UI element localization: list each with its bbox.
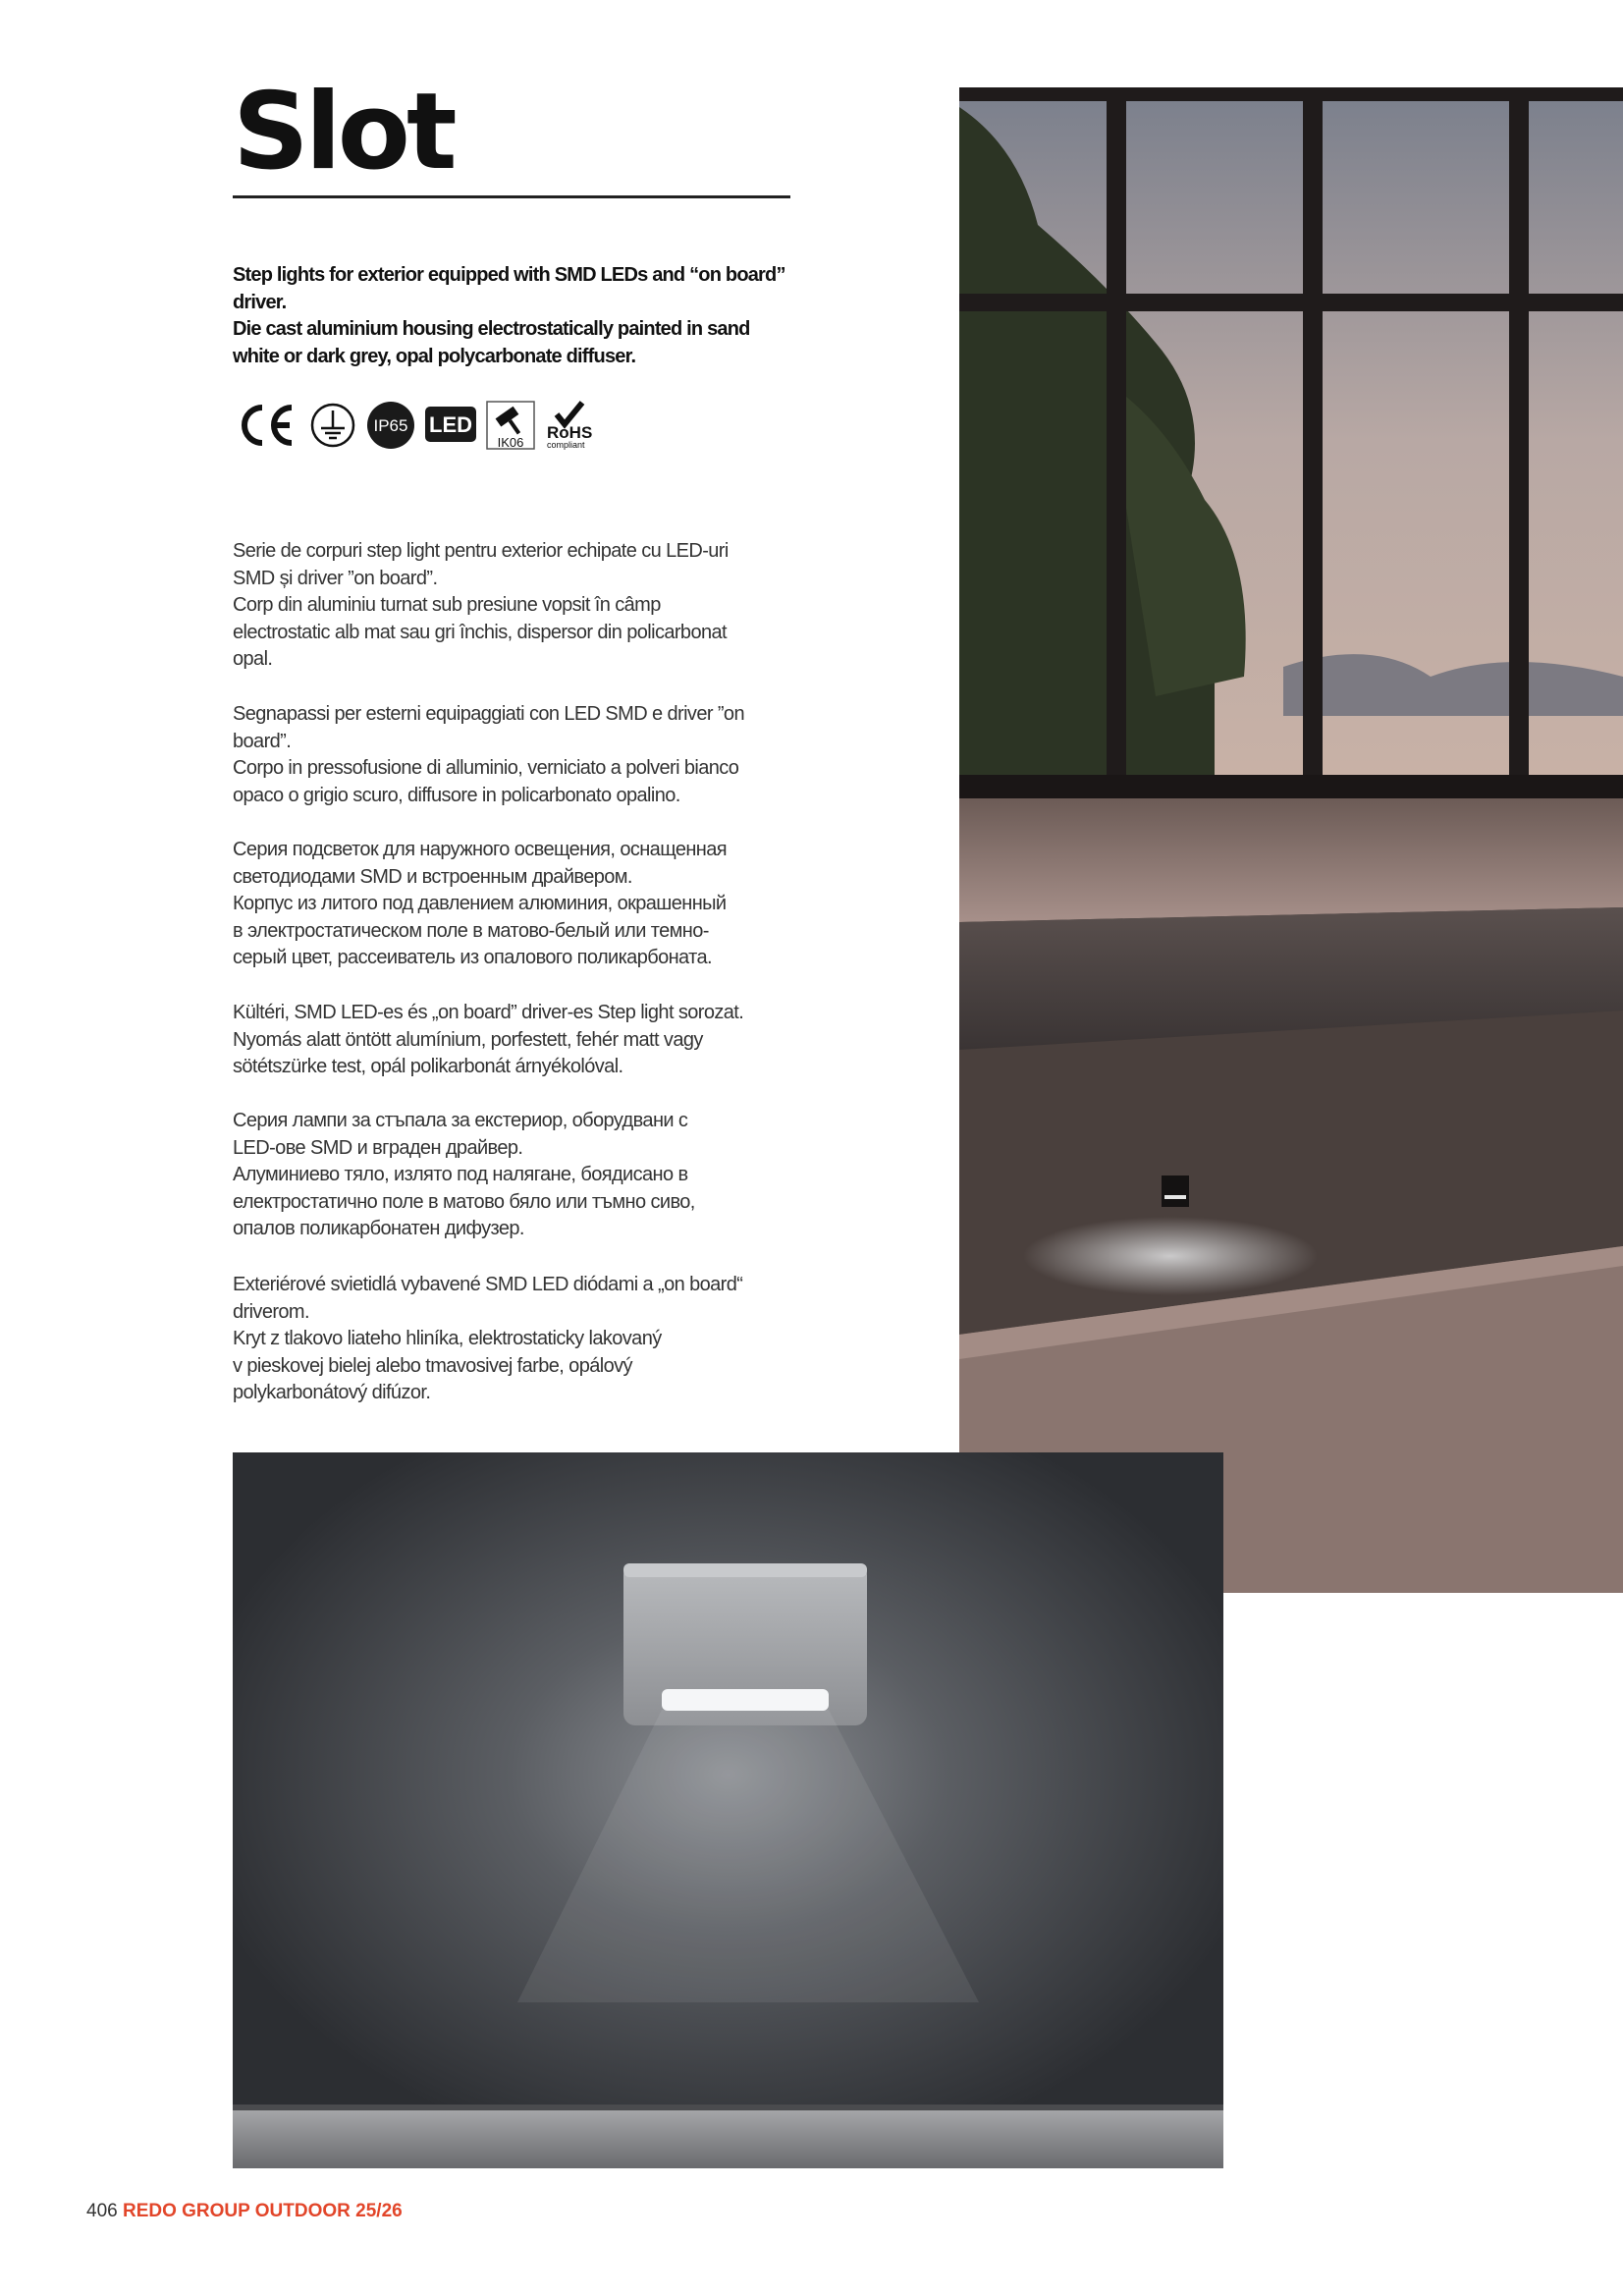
desc-line: Серия лампи за стъпала за екстериор, оборудвани с bbox=[233, 1110, 688, 1131]
ip65-icon bbox=[366, 401, 415, 450]
led-label: LED bbox=[429, 412, 472, 437]
catalog-brand: REDO GROUP OUTDOOR 25/26 bbox=[122, 2201, 403, 2221]
desc-line: Serie de corpuri step light pentru exterior echipate cu LED-uri bbox=[233, 540, 729, 562]
desc-line: opaco o grigio scuro, diffusore in policarbonato opalino. bbox=[233, 784, 680, 806]
product-title: Slot bbox=[233, 71, 454, 193]
description-it bbox=[233, 701, 822, 809]
intro-english bbox=[233, 262, 802, 370]
desc-line: опалов поликарбонатен дифузер. bbox=[233, 1218, 524, 1239]
desc-line: Corpo in pressofusione di alluminio, verniciato a polveri bianco bbox=[233, 757, 739, 779]
description-sk bbox=[233, 1272, 822, 1407]
desc-line: в электростатическом поле в матово-белый или темно- bbox=[233, 919, 709, 942]
product-photo-illustration bbox=[233, 1452, 1223, 2168]
description-bg bbox=[233, 1108, 822, 1243]
product-photo bbox=[233, 1452, 1223, 2168]
desc-line: opal. bbox=[233, 648, 273, 670]
desc-line: електростатично поле в матово бяло или тъмно сиво, bbox=[233, 1190, 695, 1213]
ambient-photo bbox=[959, 87, 1623, 1593]
desc-line: Corp din aluminiu turnat sub presiune vopsit în câmp bbox=[233, 594, 661, 616]
led-icon bbox=[425, 407, 476, 442]
rohs-label: RoHS bbox=[547, 423, 593, 442]
desc-line: driverom. bbox=[233, 1300, 309, 1323]
desc-line: v pieskovej bielej alebo tmavosivej farbe, opálový bbox=[233, 1354, 632, 1377]
desc-line: Серия подсветок для наружного освещения, оснащенная bbox=[233, 839, 728, 860]
ik06-label: IK06 bbox=[497, 435, 524, 450]
desc-line: sötétszürke test, opál polikarbonát árnyékolóval. bbox=[233, 1056, 623, 1077]
intro-line: Step lights for exterior equipped with SMD LEDs and “on board” bbox=[233, 264, 785, 286]
desc-line: Nyomás alatt öntött alumínium, porfestett, fehér matt vagy bbox=[233, 1028, 703, 1051]
desc-line: Segnapassi per esterni equipaggiati con LED SMD e driver ”on bbox=[233, 703, 744, 725]
desc-line: electrostatic alb mat sau gri închis, dispersor din policarbonat bbox=[233, 621, 727, 643]
ip65-label: IP65 bbox=[373, 416, 408, 435]
certification-icons bbox=[233, 397, 606, 452]
desc-line: board”. bbox=[233, 730, 292, 752]
ik06-hammer-icon bbox=[486, 401, 535, 450]
desc-line: LED-ове SMD и вграден драйвер. bbox=[233, 1136, 523, 1159]
desc-line: серый цвет, рассеиватель из опалового поликарбоната. bbox=[233, 947, 712, 968]
description-ro bbox=[233, 538, 822, 674]
desc-line: Алуминиево тяло, излято под налягане, боядисано в bbox=[233, 1164, 688, 1185]
earth-ground-icon bbox=[310, 403, 355, 448]
intro-line: driver. bbox=[233, 291, 287, 313]
page-number: 406 bbox=[86, 2201, 118, 2221]
desc-line: Kryt z tlakovo liateho hliníka, elektrostaticky lakovaný bbox=[233, 1328, 662, 1349]
title-divider bbox=[233, 195, 790, 198]
desc-line: Exteriérové svietidlá vybavené SMD LED diódami a „on board“ bbox=[233, 1274, 743, 1295]
description-hu bbox=[233, 1000, 822, 1081]
rohs-sublabel: compliant bbox=[547, 440, 585, 450]
desc-line: Корпус из литого под давлением алюминия, окрашенный bbox=[233, 893, 727, 914]
ce-mark-icon bbox=[237, 403, 301, 448]
desc-line: SMD și driver ”on board”. bbox=[233, 567, 438, 589]
description-ru bbox=[233, 837, 822, 972]
intro-line: white or dark grey, opal polycarbonate diffuser. bbox=[233, 345, 636, 367]
page-footer bbox=[86, 2200, 403, 2223]
desc-line: светодиодами SMD и встроенным драйвером. bbox=[233, 865, 632, 888]
intro-line: Die cast aluminium housing electrostatically painted in sand bbox=[233, 318, 750, 340]
ambient-photo-illustration bbox=[959, 87, 1623, 1593]
rohs-icon bbox=[545, 401, 604, 450]
desc-line: polykarbonátový difúzor. bbox=[233, 1382, 431, 1403]
desc-line: Kültéri, SMD LED-es és „on board” driver-es Step light sorozat. bbox=[233, 1002, 744, 1023]
